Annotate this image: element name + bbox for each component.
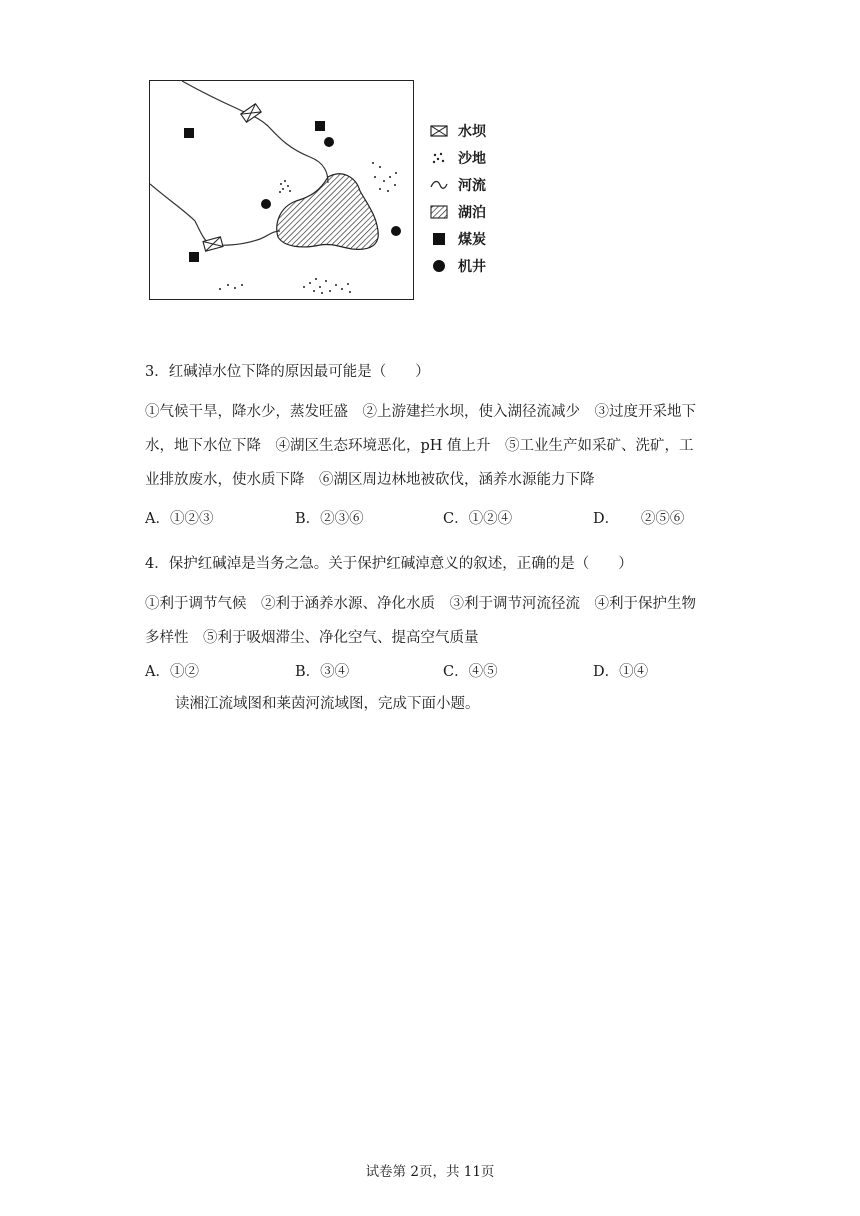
q4-text-line2: 多样性 ⑤利于吸烟滞尘、净化空气、提高空气质量: [145, 630, 479, 646]
coal-2: [315, 121, 325, 131]
sand-icon: [430, 149, 448, 167]
coal-3: [189, 252, 199, 262]
legend-river: [430, 176, 486, 194]
legend-coal-label: 煤炭: [458, 232, 486, 248]
legend-lake-label: 湖泊: [458, 205, 486, 221]
q3-text-line1: ①气候干旱，降水少，蒸发旺盛 ②上游建拦水坝，使入湖径流减少 ③过度开采地下: [145, 404, 696, 420]
sand-4: [303, 278, 351, 294]
q3-option-d[interactable]: D． ②⑤⑥: [593, 511, 685, 527]
upper-river: [182, 81, 328, 183]
legend-coal: [430, 230, 486, 248]
legend-river-label: 河流: [458, 178, 486, 194]
river-icon: [430, 176, 448, 194]
legend-well-label: 机井: [458, 259, 486, 275]
well-3: [391, 226, 401, 236]
coal-1: [184, 128, 194, 138]
sand-3: [219, 284, 243, 290]
q3-option-a[interactable]: A．①②③: [145, 511, 214, 527]
lake-map: [149, 80, 414, 300]
q3-text-line3: 业排放废水，使水质下降 ⑥湖区周边林地被砍伐，涵养水源能力下降: [145, 472, 595, 488]
legend-sand: [430, 149, 486, 167]
legend-sand-label: 沙地: [458, 151, 486, 167]
q3-stem: 3．红碱淖水位下降的原因最可能是（ ）: [145, 364, 430, 380]
sand-1: [279, 180, 291, 193]
lake-icon: [430, 203, 448, 221]
q4-stem: 4．保护红碱淖是当务之急。关于保护红碱淖意义的叙述，正确的是（ ）: [145, 556, 633, 572]
q4-option-d[interactable]: D．①④: [593, 664, 649, 680]
lake: [277, 174, 378, 250]
dam-lower: [203, 237, 223, 251]
q4-option-b[interactable]: B．③④: [295, 664, 350, 680]
q3-text-line2: 水，地下水位下降 ④湖区生态环境恶化，pH 值上升 ⑤工业生产如采矿、洗矿，工: [145, 438, 694, 454]
q4-option-a[interactable]: A．①②: [145, 664, 199, 680]
legend-lake: [430, 203, 486, 221]
page-footer: 试卷第 2页，共 11页: [365, 1164, 495, 1180]
legend-well: [430, 257, 486, 275]
q3-option-c[interactable]: C．①②④: [443, 511, 513, 527]
well-icon: [430, 257, 448, 275]
q3-option-b[interactable]: B．②③⑥: [295, 511, 364, 527]
q4-option-c[interactable]: C．④⑤: [443, 664, 498, 680]
map-drawing: [150, 81, 412, 298]
well-2: [261, 199, 271, 209]
legend-dam-label: 水坝: [458, 124, 486, 140]
next-section-intro: 读湘江流域图和莱茵河流域图，完成下面小题。: [175, 696, 480, 712]
legend-dam: [430, 122, 486, 140]
coal-icon: [430, 230, 448, 248]
dam-icon: [430, 122, 448, 140]
well-1: [324, 137, 334, 147]
q4-text-line1: ①利于调节气候 ②利于涵养水源、净化水质 ③利于调节河流径流 ④利于保护生物: [145, 596, 696, 612]
sand-2: [372, 162, 397, 192]
lower-river: [150, 184, 280, 245]
